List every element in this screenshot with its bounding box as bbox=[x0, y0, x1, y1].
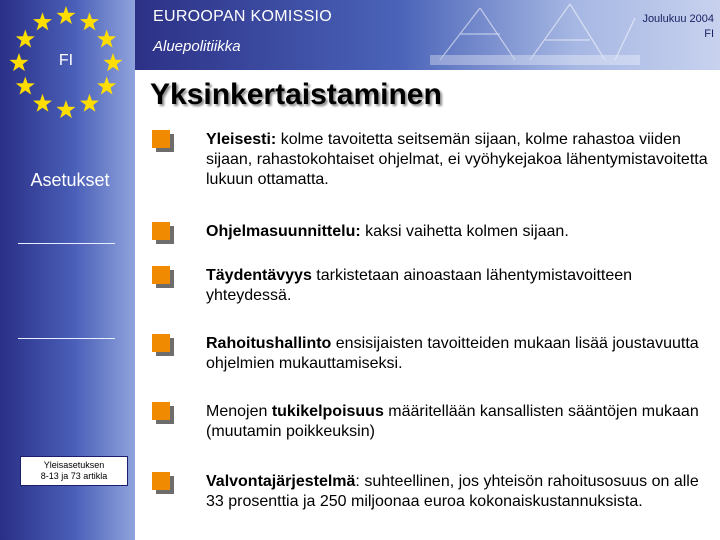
date-label bbox=[642, 12, 714, 42]
star-icon bbox=[33, 12, 52, 30]
reference-line: 8-13 ja 73 artikla bbox=[40, 471, 108, 481]
date-text: Joulukuu 2004 bbox=[642, 13, 714, 25]
header-banner bbox=[135, 0, 720, 70]
language-code: FI bbox=[704, 28, 714, 40]
department-name: Aluepolitiikka bbox=[153, 38, 241, 55]
emblem-country-code: FI bbox=[58, 52, 74, 69]
square-bullet-icon bbox=[152, 472, 174, 494]
star-icon bbox=[33, 94, 52, 112]
section-label: Asetukset bbox=[30, 170, 110, 190]
bullet-text: Yleisesti: kolme tavoitetta seitsemän sijaan, kolme rahastoa viiden sijaan, rahastokohtaiset ohjelmat, ei vyöhykejakoa lähentymistavoitetta lukuun ottamatta. bbox=[206, 131, 708, 188]
sidebar-divider bbox=[18, 338, 115, 339]
star-icon bbox=[56, 100, 75, 118]
star-icon bbox=[80, 94, 99, 112]
star-icon bbox=[97, 30, 116, 48]
regulation-reference-box bbox=[20, 456, 128, 486]
sidebar-divider bbox=[18, 243, 115, 244]
square-bullet-icon bbox=[152, 334, 174, 356]
square-bullet-icon bbox=[152, 266, 174, 288]
star-icon bbox=[16, 30, 35, 48]
square-bullet-icon bbox=[152, 130, 174, 152]
bullet-text: Valvontajärjestelmä: suhteellinen, jos yhteisön rahoitusosuus on alle 33 prosenttia ja 250 miljoonaa euroa kokonaiskustannuksista. bbox=[206, 473, 699, 510]
harbour-ships-image-icon bbox=[420, 0, 650, 70]
bullet-text: Rahoitushallinto ensisijaisten tavoitteiden mukaan lisää joustavuutta ohjelmien mukauttamiseksi. bbox=[206, 335, 699, 372]
square-bullet-icon bbox=[152, 222, 174, 244]
reference-line: Yleisasetuksen bbox=[43, 460, 105, 470]
square-bullet-icon bbox=[152, 402, 174, 424]
star-icon bbox=[16, 77, 35, 95]
star-icon bbox=[80, 12, 99, 30]
star-icon bbox=[56, 6, 75, 24]
bullet-text: Menojen tukikelpoisuus määritellään kansallisten sääntöjen mukaan (muutamin poikkeuksin) bbox=[206, 403, 699, 440]
organization-name: EUROOPAN KOMISSIO bbox=[153, 8, 333, 25]
bullet-text: Ohjelmasuunnittelu: kaksi vaihetta kolmen sijaan. bbox=[206, 223, 569, 240]
star-icon bbox=[97, 77, 116, 95]
bullet-text: Täydentävyys tarkistetaan ainoastaan lähentymistavoitteen yhteydessä. bbox=[206, 267, 633, 304]
page-title: Yksinkertaistaminen bbox=[150, 78, 442, 111]
sidebar bbox=[0, 0, 135, 540]
